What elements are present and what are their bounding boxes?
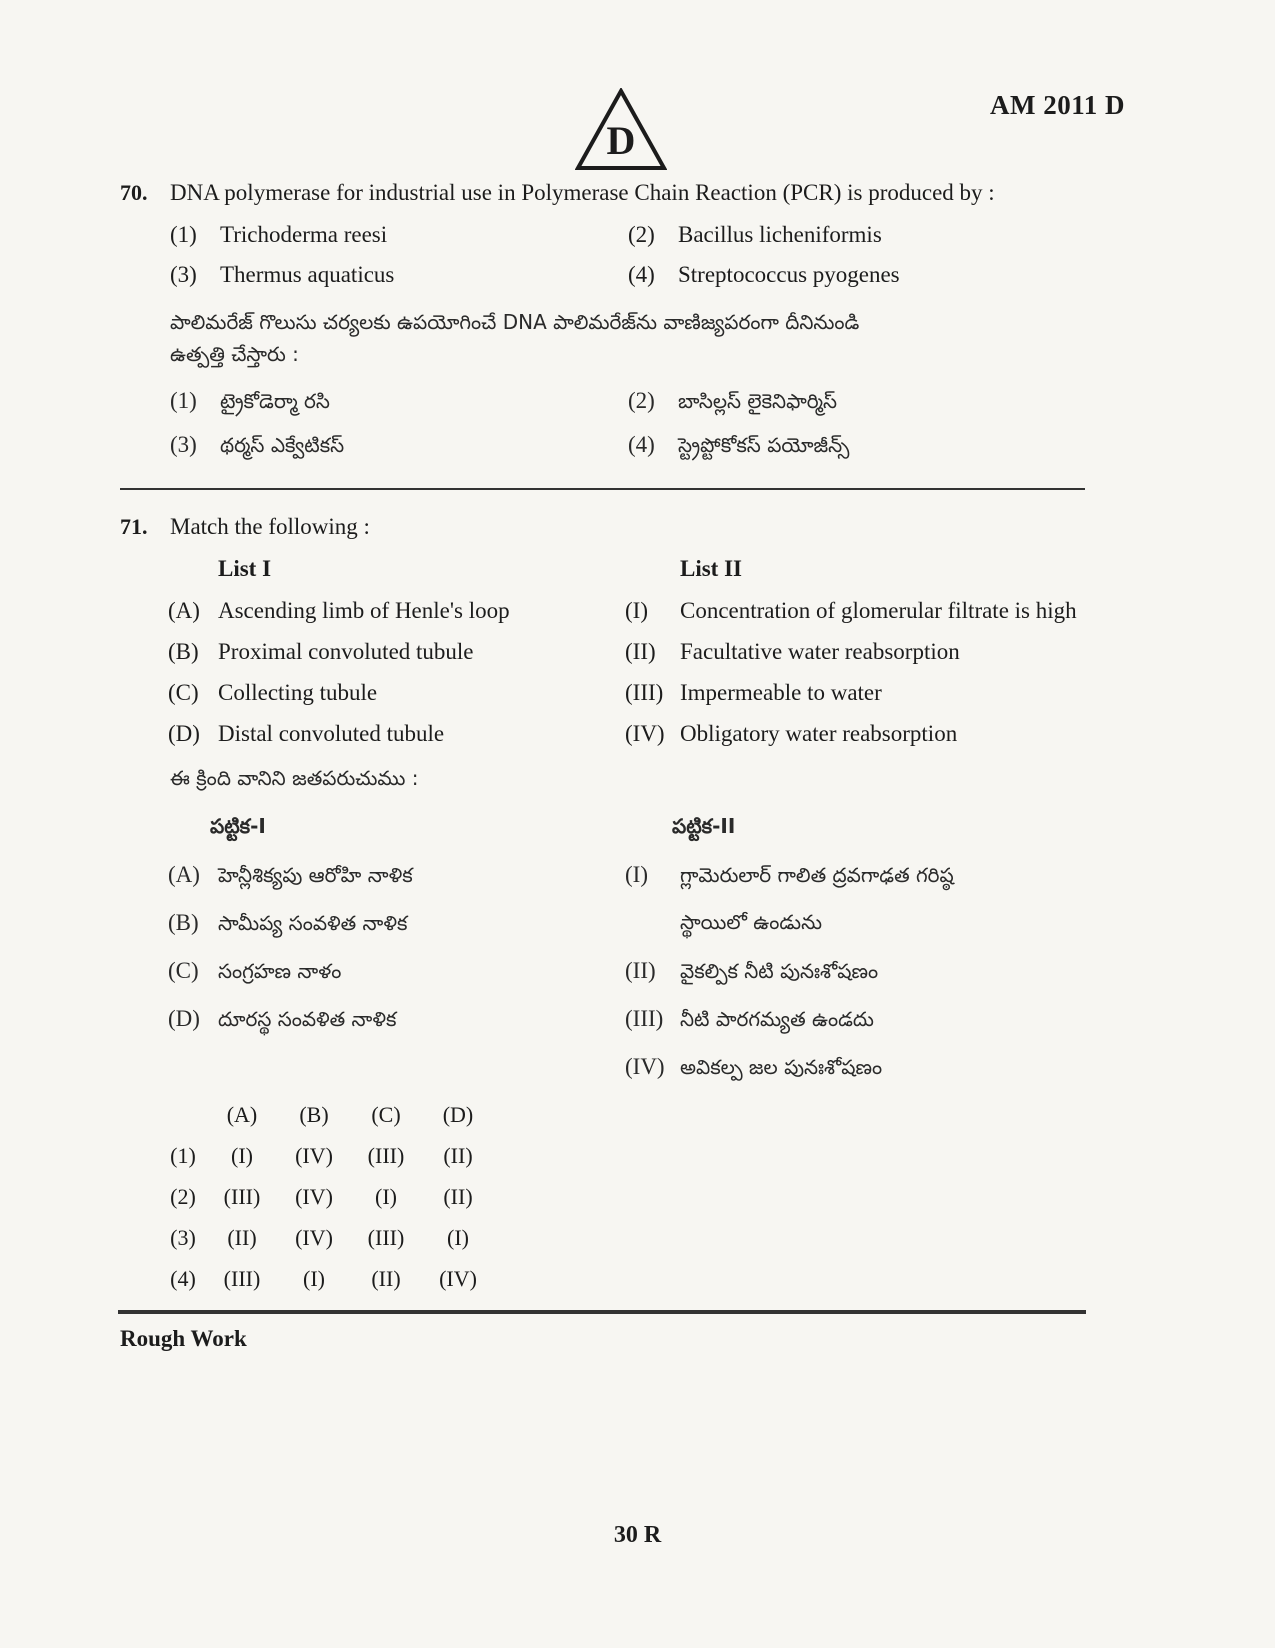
- answer-option-number: (4): [170, 1265, 196, 1291]
- telugu-list1-item-a: (A) హెన్లీశిక్యపు ఆరోహి నాళిక: [168, 862, 413, 887]
- telugu-list2-item-i-cont: స్థాయిలో ఉండును: [680, 910, 823, 934]
- answer-header-cell: [160, 1094, 206, 1135]
- answer-cell: (III): [367, 1224, 405, 1250]
- page-number: 30 R: [613, 1522, 662, 1548]
- telugu-list1-item-b: (B) సామీప్య సంవళిత నాళిక: [168, 910, 408, 935]
- list2-item-ii: (II) Facultative water reabsorption: [625, 639, 960, 664]
- answer-cell: (IV): [439, 1265, 477, 1291]
- answer-cell: (III): [223, 1183, 261, 1209]
- answer-cell: (IV): [295, 1224, 333, 1250]
- answer-cell: (I): [303, 1265, 325, 1291]
- answer-cell: (IV): [295, 1183, 333, 1209]
- answer-header-cell: (C): [371, 1101, 401, 1127]
- answer-cell: (II): [443, 1183, 473, 1209]
- list1-item-d: (D) Distal convoluted tubule: [168, 721, 445, 746]
- answer-cell: (II): [227, 1224, 257, 1250]
- rough-work-divider: [118, 1310, 1086, 1314]
- telugu-list1-item-d: (D) దూరస్థ సంవళిత నాళిక: [168, 1006, 397, 1031]
- answer-row-4: [160, 1258, 494, 1299]
- q70-option-2: (2) Bacillus licheniformis: [628, 222, 882, 247]
- answer-cell: (II): [443, 1142, 473, 1168]
- answer-cell: (I): [375, 1183, 397, 1209]
- answer-row-3: [160, 1217, 494, 1258]
- answer-row-2: [160, 1176, 494, 1217]
- telugu-list1-heading: పట్టిక-I: [210, 814, 266, 838]
- telugu-list2-heading: పట్టిక-II: [672, 814, 736, 838]
- answer-cell: (IV): [295, 1142, 333, 1168]
- answer-row-1: [160, 1135, 494, 1176]
- question-number-70: 70.: [120, 180, 148, 205]
- answer-header-row: [160, 1094, 494, 1135]
- q70-option-4: (4) Streptococcus pyogenes: [628, 262, 900, 287]
- q70-telugu-option-3: (3) థర్మస్ ఎక్వేటికస్: [170, 432, 345, 457]
- answer-option-number: (3): [170, 1224, 196, 1250]
- list2-item-i: (I) Concentration of glomerular filtrate is high: [625, 598, 1077, 623]
- rough-work-label: Rough Work: [120, 1326, 247, 1351]
- list1-item-a: (A) Ascending limb of Henle's loop: [168, 598, 510, 623]
- q70-telugu-option-4: (4) స్ట్రెప్టోకోకస్ పయోజీన్స్: [628, 432, 850, 457]
- answer-option-number: (2): [170, 1183, 196, 1209]
- question-71-text: Match the following :: [170, 514, 370, 539]
- q71-telugu-question: ఈ క్రింది వానిని జతపరుచుము :: [170, 766, 419, 790]
- question-number-71: 71.: [120, 514, 148, 539]
- list1-heading: List I: [218, 556, 272, 581]
- answer-header-cell: (B): [299, 1101, 329, 1127]
- answer-cell: (I): [231, 1142, 253, 1168]
- booklet-letter-logo: [575, 88, 667, 172]
- telugu-list2-item-iii: (III) నీటి పారగమ్యత ఉండదు: [625, 1006, 874, 1031]
- paper-code: AM 2011 D: [990, 90, 1125, 120]
- q70-option-3: (3) Thermus aquaticus: [170, 262, 395, 287]
- q70-telugu-option-1: (1) ట్రైకోడెర్మా రసి: [170, 388, 330, 413]
- answer-cell: (III): [367, 1142, 405, 1168]
- list1-item-c: (C) Collecting tubule: [168, 680, 378, 705]
- booklet-letter: D: [606, 118, 636, 163]
- question-70-text: DNA polymerase for industrial use in Polymerase Chain Reaction (PCR) is produced by :: [170, 180, 995, 205]
- question-divider: [120, 488, 1085, 490]
- answer-cell: (III): [223, 1265, 261, 1291]
- answer-header-cell: (A): [226, 1101, 258, 1127]
- answer-header-cell: (D): [442, 1101, 474, 1127]
- list2-item-iii: (III) Impermeable to water: [625, 680, 882, 705]
- list1-item-b: (B) Proximal convoluted tubule: [168, 639, 474, 664]
- telugu-list2-item-iv: (IV) అవికల్ప జల పునఃశోషణం: [625, 1054, 883, 1079]
- q70-telugu-question-line2: ఉత్పత్తి చేస్తారు :: [170, 342, 299, 366]
- answer-option-number: (1): [170, 1142, 196, 1168]
- q70-telugu-question-line1: పాలిమరేజ్ గొలుసు చర్యలకు ఉపయోగించే DNA పాలిమరేజ్‌ను వాణిజ్యపరంగా దీనినుండి: [170, 310, 860, 334]
- answer-options-table: [160, 1094, 494, 1299]
- list2-item-iv: (IV) Obligatory water reabsorption: [625, 721, 958, 746]
- telugu-list1-item-c: (C) సంగ్రహణ నాళం: [168, 958, 342, 983]
- answer-cell: (II): [371, 1265, 401, 1291]
- q70-telugu-option-2: (2) బాసిల్లస్ లైకెనిఫార్మిస్: [628, 388, 838, 413]
- telugu-list2-item-ii: (II) వైకల్పిక నీటి పునఃశోషణం: [625, 958, 879, 983]
- answer-cell: (I): [447, 1224, 469, 1250]
- list2-heading: List II: [680, 556, 742, 581]
- telugu-list2-item-i: (I) గ్లామెరులార్ గాలిత ద్రవగాఢత గరిష్ఠ: [625, 862, 954, 887]
- q70-option-1: (1) Trichoderma reesi: [170, 222, 388, 247]
